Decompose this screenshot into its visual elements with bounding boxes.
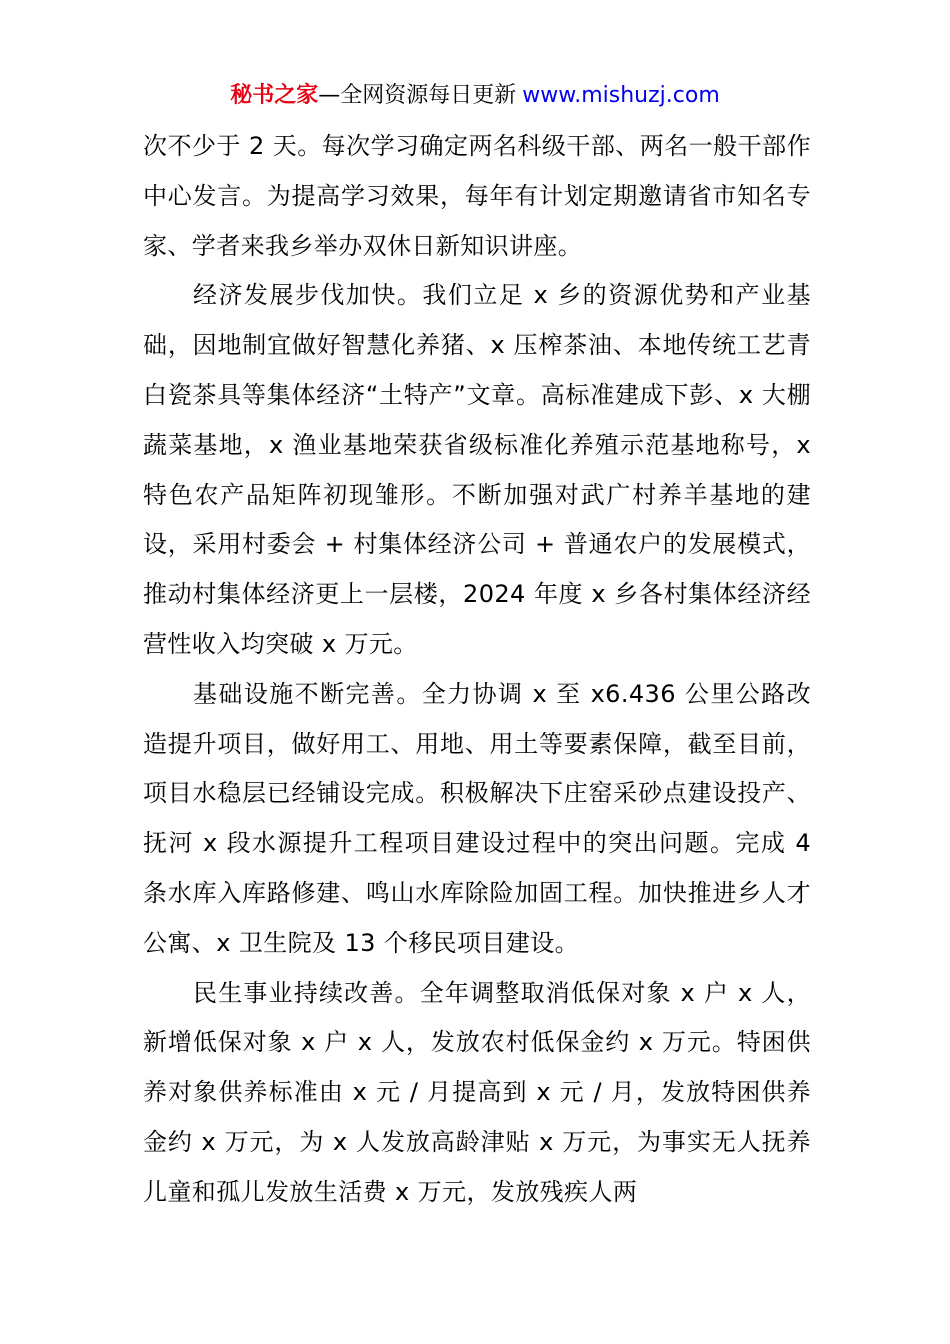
header-tagline: —全网资源每日更新 (318, 83, 517, 108)
paragraph-infrastructure: 基础设施不断完善。全力协调 x 至 x6.436 公里公路改造提升项目，做好用工、用地、用土等要素保障，截至目前，项目水稳层已经铺设完成。积极解决下庄窑采砂点建设投产、抚河 x 段水源提升工程项目建设过程中的突出问题。完成 4 条水库入库路修建、鸣山水库除险加固工程。加快推进乡人才公寓、x 卫生院及 13 个移民项目建设。 (143, 679, 811, 957)
site-url-link[interactable]: www.mishuzj.com (522, 83, 720, 108)
site-header (0, 80, 950, 112)
document-body (143, 122, 811, 1218)
paragraph-continuation: 次不少于 2 天。每次学习确定两名科级干部、两名一般干部作中心发言。为提高学习效果，每年有计划定期邀请省市知名专家、学者来我乡举办双休日新知识讲座。 (143, 132, 811, 260)
paragraph-economy: 经济发展步伐加快。我们立足 x 乡的资源优势和产业基础，因地制宜做好智慧化养猪、x 压榨茶油、本地传统工艺青白瓷茶具等集体经济“土特产”文章。高标准建成下彭、x 大棚蔬菜基地，x 渔业基地荣获省级标准化养殖示范基地称号，x 特色农产品矩阵初现雏形。不断加强对武广村养羊基地的建设，采用村委会 + 村集体经济公司 + 普通农户的发展模式，推动村集体经济更上一层楼，2024 年度 x 乡各村集体经济经营性收入均突破 x 万元。 (143, 281, 811, 658)
brand-name: 秘书之家 (230, 83, 319, 108)
paragraph-livelihood: 民生事业持续改善。全年调整取消低保对象 x 户 x 人，新增低保对象 x 户 x 人，发放农村低保金约 x 万元。特困供养对象供养标准由 x 元 / 月提高到 x 元 / 月，发放特困供养金约 x 万元，为 x 人发放高龄津贴 x 万元，为事实无人抚养儿童和孤儿发放生活费 x 万元，发放残疾人两 (143, 978, 811, 1206)
